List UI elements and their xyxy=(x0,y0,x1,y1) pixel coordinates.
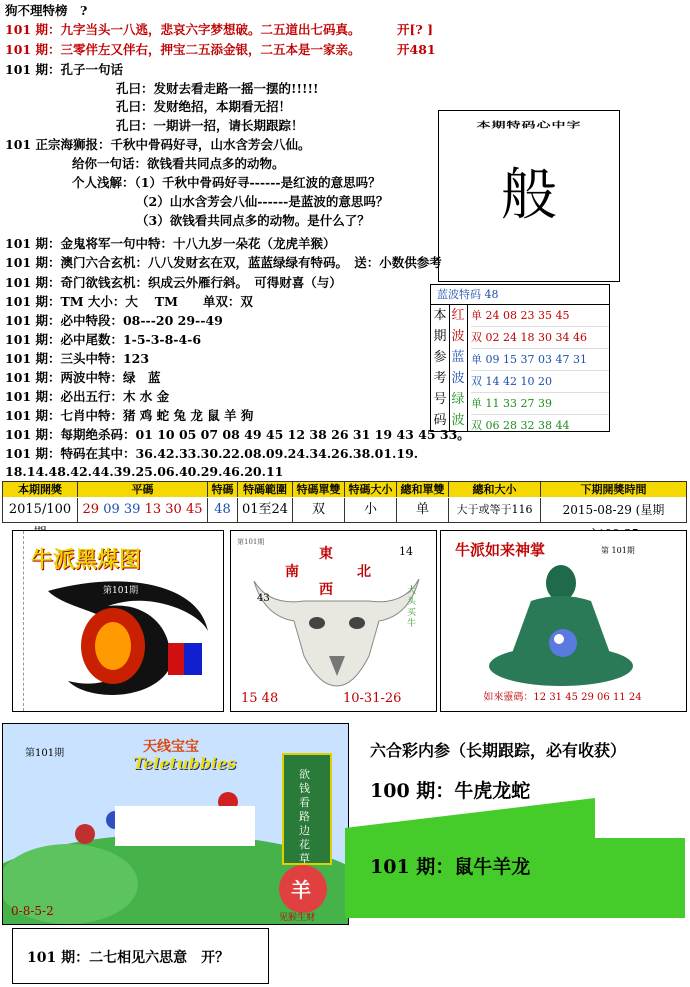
wave-color-label: 蓝 xyxy=(451,350,465,365)
buddha-panel xyxy=(440,530,687,712)
insider-period-100: 100 期：牛虎龙蛇 xyxy=(370,780,531,802)
sum-odd-even-cell: 单 xyxy=(397,498,449,522)
tip-line-4: 101 期：必中特段：08---20 29--49 xyxy=(5,313,223,328)
riddle-1-prefix: 101 期： xyxy=(5,22,61,37)
coal-picture-title: 牛派黑煤图 xyxy=(31,547,142,573)
tip-line-0: 101 期：金鬼将军一句中特：十八九岁一朵花（龙虎羊猴） xyxy=(5,236,336,251)
wave-side-char: 期 xyxy=(433,329,447,344)
riddle-line-2 xyxy=(5,41,360,58)
riddle-1-text: 九字当头一八逃，悲哀六字梦想破。二五道出七码真。 xyxy=(60,22,361,37)
zodiac-caption: 见猴生财 xyxy=(279,913,316,923)
wave-color-label: 红 xyxy=(451,308,465,323)
skull-right-text: 大头买牛 xyxy=(407,586,417,629)
flat-number: 29 xyxy=(82,502,100,517)
lion-line-1: 给你一句话：欲钱看共同点多的动物。 xyxy=(72,156,285,171)
result-header: 本期開獎 xyxy=(3,482,78,497)
lion-intro: 101 正宗海狮报：千秋中骨码好寻，山水含芳会八仙。 xyxy=(5,137,311,152)
side-watermark-strip xyxy=(13,531,24,711)
skull-left-number: 43 xyxy=(257,593,270,604)
wave-row: 单 09 15 37 03 47 31 xyxy=(471,349,609,371)
wave-number-rows xyxy=(467,305,609,431)
heart-character-box xyxy=(438,110,620,282)
wave-reference-table xyxy=(430,284,610,432)
result-header: 特碼 xyxy=(208,482,238,497)
coal-picture-issue: 第101期 xyxy=(103,586,139,596)
page-title: 狗不理特榜 ? xyxy=(5,3,88,18)
riddle-2-text: 三零伴左又伴右，押宝二五添金银，二五本是一家亲。 xyxy=(60,42,361,57)
buddha-numbers: 如來靈碼：12 31 45 29 06 11 24 xyxy=(445,691,680,705)
footer-riddle-text: 101 期：二七相见六思意 开？ xyxy=(27,950,230,966)
confucius-line-3: 孔曰：一期讲一招，请长期跟踪！ xyxy=(116,118,304,133)
wave-side-labels xyxy=(431,305,450,431)
skull-bottom-right: 10-31-26 xyxy=(343,691,402,706)
flat-number: 39 xyxy=(123,502,141,517)
teletubbies-panel xyxy=(2,723,349,925)
skull-issue: 第101期 xyxy=(237,538,265,546)
compass-north-char: 東 xyxy=(319,546,333,562)
flat-number: 09 xyxy=(103,502,120,517)
compass-north-char: 北 xyxy=(357,564,371,580)
result-header: 總和大小 xyxy=(449,482,541,497)
range-cell: 01至24 xyxy=(238,498,293,522)
riddle-1-open: 开[? ] xyxy=(397,22,434,37)
flat-numbers-cell xyxy=(78,498,208,522)
zodiac-char: 羊 xyxy=(291,878,311,902)
size-cell: 小 xyxy=(345,498,397,522)
result-header: 平碼 xyxy=(78,482,208,497)
wave-side-char: 考 xyxy=(433,371,447,386)
teletubbies-title: 天线宝宝 xyxy=(143,739,199,755)
result-header: 下期開獎時間 xyxy=(541,482,686,497)
odd-even-cell: 双 xyxy=(293,498,345,522)
wave-color-label: 波 xyxy=(451,413,465,428)
teletubbies-issue: 第101期 xyxy=(25,748,65,759)
wave-row: 双 06 28 32 38 44 xyxy=(471,419,570,432)
coal-picture-panel xyxy=(12,530,224,712)
insider-title: 六合彩内参（长期跟踪，必有收获） xyxy=(370,741,627,760)
teletubbies-side-text: 欲钱看路边花草 xyxy=(299,768,310,865)
draw-result-table xyxy=(2,481,687,523)
next-draw-cell: 2015-08-29 (星期 xyxy=(541,498,686,522)
wave-table-title: 蓝波特码 48 xyxy=(431,285,609,305)
result-header: 總和單雙 xyxy=(397,482,449,497)
flat-number: 45 xyxy=(185,502,203,517)
wave-color-label: 波 xyxy=(451,329,465,344)
heart-character-heading: 本期特码心中字 xyxy=(439,119,619,141)
compass-west-char: 西 xyxy=(319,582,333,598)
tip-line-5: 101 期：必中尾数：1-5-3-8-4-6 xyxy=(5,332,202,347)
footer-riddle-box xyxy=(12,928,269,984)
tip-line-10: 101 期：每期绝杀码：01 10 05 07 08 49 45 12 38 26 31 19 43 45 33。 xyxy=(5,427,470,442)
sum-size-cell: 大于或等于116 xyxy=(449,498,541,522)
result-header: 特碼範圍 xyxy=(238,482,293,497)
result-header: 特碼單雙 xyxy=(293,482,345,497)
ox-skull-image xyxy=(249,561,424,691)
wave-row: 双 14 42 10 20 xyxy=(471,371,609,393)
tip-line-8: 101 期：必出五行：木 水 金 xyxy=(5,389,170,404)
tip-line-9: 101 期：七肖中特：猪 鸡 蛇 兔 龙 鼠 羊 狗 xyxy=(5,408,254,423)
tip-line-12: 18.14.48.42.44.39.25.06.40.29.46.20.11 xyxy=(5,464,284,479)
tip-line-1: 101 期：澳门六合玄机：八八发财玄在双，蓝蓝绿绿有特码。 送：小数供参考 xyxy=(5,255,442,270)
wave-color-labels xyxy=(449,305,468,431)
tip-line-2: 101 期：奇门欲钱玄机：织成云外雁行斜。 可得财喜（与） xyxy=(5,275,342,290)
tip-line-3: 101 期：TM 大小：大 TM 单双：双 xyxy=(5,294,253,309)
special-number-cell: 48 xyxy=(208,498,238,522)
confucius-intro: 101 期：孔子一句话 xyxy=(5,62,123,77)
lion-line-3: （2）山水含芳会八仙------是蓝波的意思吗？ xyxy=(136,194,389,209)
buddha-title: 牛派如来神掌 xyxy=(455,541,546,559)
wave-side-char: 码 xyxy=(433,413,447,428)
buddha-statue-image xyxy=(471,561,651,691)
teletubbies-bottom-code: 0-8-5-2 xyxy=(11,904,54,918)
wave-side-char: 本 xyxy=(433,308,447,323)
skull-top-number: 14 xyxy=(399,545,413,558)
wave-color-label: 绿 xyxy=(451,392,465,407)
tip-line-6: 101 期：三头中特：123 xyxy=(5,351,150,366)
wave-row: 双 02 24 18 30 34 46 xyxy=(471,327,609,349)
teletubbies-logo: Teletubbies xyxy=(133,754,237,773)
wave-row: 单 11 33 27 39 xyxy=(471,393,609,415)
result-header: 特碼大小 xyxy=(345,482,397,497)
insider-period-101: 101 期：鼠牛羊龙 xyxy=(370,856,531,878)
riddle-2-open: 开481 xyxy=(397,42,436,57)
wave-side-char: 号 xyxy=(433,392,447,407)
wave-color-label: 波 xyxy=(451,371,465,386)
flat-number: 13 xyxy=(144,502,162,517)
confucius-line-2: 孔曰：发财绝招，本期看无招！ xyxy=(116,99,292,114)
tip-line-11: 101 期：特码在其中：36.42.33.30.22.08.09.24.34.26.38.01.19. xyxy=(5,446,419,461)
tip-line-7: 101 期：两波中特：绿 蓝 xyxy=(5,370,161,385)
wave-side-char: 参 xyxy=(433,350,447,365)
confucius-line-1: 孔曰：发财去看走路一摇一摆的!!!!! xyxy=(116,81,319,96)
ox-skull-panel xyxy=(230,530,437,712)
compass-south-char: 南 xyxy=(285,564,299,580)
lion-line-4: （3）欲钱看共同点多的动物。是什么了？ xyxy=(136,213,370,228)
issue-cell: 2015/100 xyxy=(3,498,78,522)
wave-row: 单 24 08 23 35 45 xyxy=(471,305,609,327)
riddle-2-prefix: 101 期： xyxy=(5,42,61,57)
lion-line-2: 个人浅解：（1）千秋中骨码好寻------是红波的意思吗？ xyxy=(72,175,381,190)
skull-bottom-left: 15 48 xyxy=(241,691,279,706)
riddle-line-1 xyxy=(5,21,360,38)
heart-character: 般 xyxy=(501,163,557,228)
buddha-issue: 第 101期 xyxy=(601,546,635,555)
flat-number: 30 xyxy=(165,502,182,517)
